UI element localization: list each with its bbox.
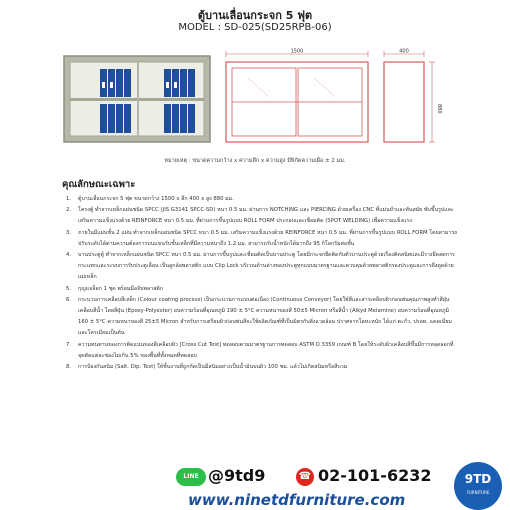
side-view-drawing <box>380 48 460 148</box>
spec-text: ตู้บานเลื่อนกระจก 5 ฟุต ขนาดกว้าง 1500 x ลึก 400 x สูง 880 มม. <box>78 196 234 202</box>
spec-text: กระบวนการเคลือบสีเหล็ก (Colour coating process) เป็นกระบวนการแบบต่อเนื่อง (Continuous Conveyor) โดยใช้สีและสารเคลือบผิวก่อนพ่นคุณภาพสูงทำสีฝุ่นเคลือบสีน้ำ โดยสีฝุ่น (Epoxy-Polyester) อบความร้อนที่อุณหภูมิ 190 ± 5°C ความหนาของสี 50±5 Micron หรือสีน้ำ (Alkyd Melamine) อบความร้อนที่อุณหภูมิ 160 ± 5°C ความหนาของสี 25±5 Micron สำหรับการเตรียมผิวก่อนพ่นสีจะใช้ผลิตภัณฑ์ที่เป็นมิตรกับสิ่งแวดล้อม ปราศจากโลหะหนัก ได้แก่ ตะกั่ว, ปรอท, แคดเมียมและโครเมียมเป็นต้น <box>78 296 452 337</box>
spec-item <box>66 340 458 362</box>
spec-heading: คุณลักษณะเฉพาะ <box>62 179 136 190</box>
spec-number: 2. <box>66 207 72 214</box>
spec-number: 5. <box>66 285 72 292</box>
depth-dimension-label: 400 <box>399 48 409 55</box>
spec-number: 6. <box>66 296 72 303</box>
logo-subtext: FURNITURE <box>466 490 490 495</box>
phone-number[interactable]: 02-101-6232 <box>318 466 432 485</box>
brand-logo <box>454 462 502 510</box>
spec-item <box>66 194 458 205</box>
spec-item <box>66 362 458 373</box>
spec-text: บานประตูตู้ ทำจากเหล็กแผ่นชนิด SPCC หนา 0.5 มม. ผ่านการขึ้นรูปและเชื่อมติดเป็นบานประตู โดยมีกระจกยึดติดกับตัวบานประตูด้วยเรื่องติดสนิทและมีรางยึดลดการกระแทกและระบบการรับประตูเลื่อน เป็นลูกล้อพลาสติก แบบ Clip Lock บริเวณด้านล่างของประตูทุกแบบมาตรฐานและควบคุมด้วยพลาสติกรองประตูและการดึงดูดด้วยแม่เหล็ก <box>78 252 455 281</box>
dimension-note: หมายเหตุ : ขนาดความกว้าง x ความลึก x ความสูง มีพิกัดความเผื่อ ± 2 มม. <box>164 158 346 164</box>
spec-item <box>66 284 458 295</box>
model-label: MODEL : SD-025(SD25RPB-06) <box>178 22 332 33</box>
page-title: ตู้บานเลื่อนกระจก 5 ฟุต <box>197 9 313 22</box>
spec-text: กุญแจล็อก 1 ชุด พร้อมมือจับพลาสติก <box>78 285 164 292</box>
phone-icon: ☎ <box>296 468 314 486</box>
spec-text: ภายในมีแผ่นชั้น 2 แผ่น ทำจากเหล็กแผ่นชนิด SPCC หนา 0.5 มม. เสริมความแข็งแรงด้วย REINFORCE หนา 0.5 มม. ที่ผ่านการขึ้นรูปแบบ ROLL FORM โดยสามารถปรับระดับได้ตามความต้องการบนแขนรับชั้นเหล็กที่มีความหนาถึง 1.2 มม. สามารถรับน้ำหนักได้มากถึง 95 กิโลกรัมต่อชั้น <box>78 229 458 247</box>
spec-item <box>66 205 458 227</box>
spec-text: การป้องกันสนิม (Salt. Dip. Test) ให้ชิ้นงานที่ถูกกัดเป็นมีสนิมอย่างเป็นน้ำมันบนผิว 100 ชม. แล้วไม่เกิดสนิมหรือสีบวม <box>78 364 348 371</box>
spec-number: 8. <box>66 364 72 371</box>
spec-number: 4. <box>66 252 72 259</box>
spec-number: 1. <box>66 196 72 202</box>
spec-item <box>66 295 458 340</box>
height-dimension-label: 880 <box>436 104 442 114</box>
website-link[interactable]: www.ninetdfurniture.com <box>188 491 406 509</box>
spec-text: ความทนทานของการติดแน่นของสีเคลือบผิว [Cross Cut Test] ทดสอบตามมาตรฐานการทดสอบ ASTM D 3359 เกณฑ์ B โดยให้ระดับผิวเคลือบสีขึ้นมีการหลุดลอกที่จุดตัดแต่ละช่องไม่เกิน 5% ของพื้นที่ทั้งหมดที่ทดสอบ <box>78 341 454 359</box>
spec-text: โครงตู้ ทำจากเหล็กแผ่นชนิด SPCC (JIS G3141 SPCC-SD) หนา 0.5 มม. ผ่านการ NOTCHING และ PIERCING ด้วยเครื่อง CNC ที่แม่นยำและทันสมัย พับขึ้นรูปและเสริมความแข็งแรงด้วย REINFORCE หนา 0.5 มม. ที่ผ่านการขึ้นรูปแบบ ROLL FORM ประกอบและเชื่อมติด (SPOT WELDING) เพื่อความแข็งแรง <box>78 207 454 225</box>
spec-number: 7. <box>66 341 72 348</box>
spec-item <box>66 250 458 284</box>
line-id[interactable]: @9td9 <box>208 466 266 485</box>
width-dimension-label: 1500 <box>290 48 304 55</box>
spec-list <box>66 194 458 373</box>
spec-number: 3. <box>66 229 72 236</box>
line-icon: LINE <box>176 468 206 486</box>
spec-item <box>66 228 458 250</box>
logo-text: 9TD <box>464 472 492 486</box>
cabinet-photo <box>62 52 212 144</box>
